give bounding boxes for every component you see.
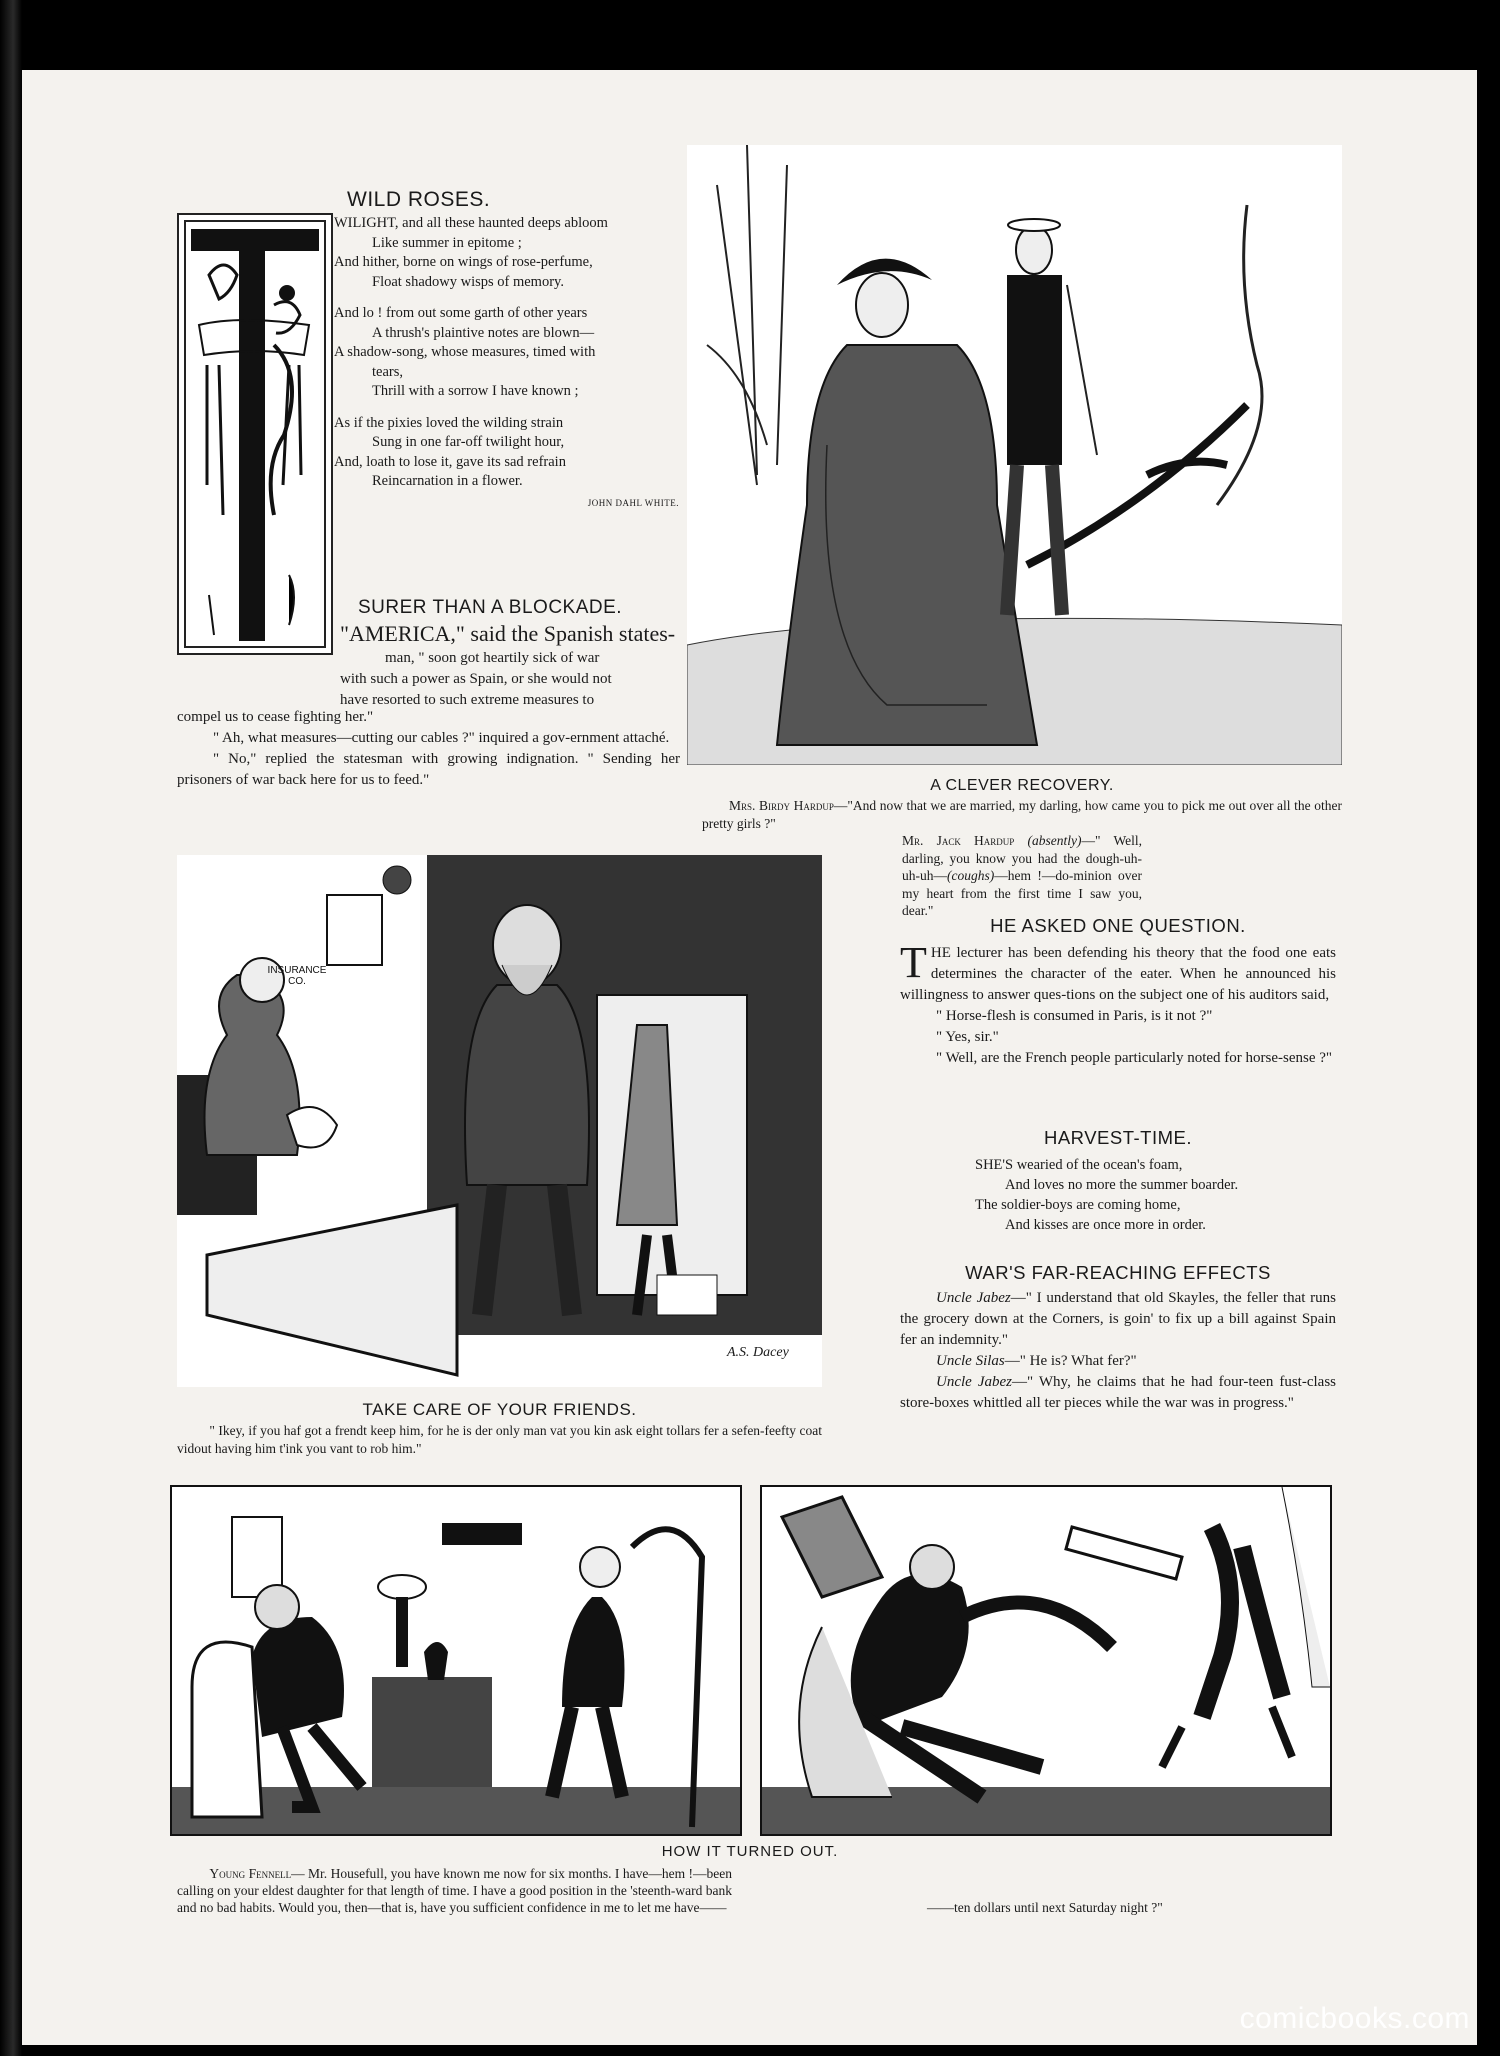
wild-roses-article <box>177 188 677 212</box>
artist-signature: A.S. Dacey <box>727 1345 789 1360</box>
clever-recovery-dialogue-1 <box>702 797 1342 832</box>
dialogue-line: —" Why, he claims that he had four-teen fust-class store-boxes whittled all ter pieces while the war was in progress." <box>900 1374 1337 1411</box>
turned-out-title: HOW IT TURNED OUT. <box>661 1843 839 1860</box>
turned-out-caption <box>170 1843 1330 1860</box>
blockade-body <box>177 707 680 791</box>
friends-illustration <box>177 855 822 1387</box>
speaker-name: Uncle Jabez <box>936 1290 1011 1306</box>
drop-cap: T <box>900 938 927 987</box>
site-watermark: comicbooks.com <box>1239 2002 1470 2035</box>
magazine-page <box>22 70 1477 2045</box>
poem-line: Like summer in epitome ; <box>372 234 522 251</box>
poem-line: A thrush's plaintive notes are blown— <box>372 324 595 341</box>
blockade-line: compel us to cease fighting her." <box>177 709 374 725</box>
poem-line: Thrill with a sorrow I have known ; <box>372 383 579 399</box>
book-spine <box>0 0 22 2056</box>
poem-line: Reincarnation in a flower. <box>372 473 523 489</box>
friends-dialogue: " Ikey, if you haf got a frendt keep him, for he is der only man vat you kin ask eight tollars fer a sefen-feefty coat vidout having him t'ink you vant to rob him." <box>177 1423 822 1456</box>
blockade-title: SURER THAN A BLOCKADE. <box>358 597 623 618</box>
one-question-article <box>900 915 1336 1069</box>
turned-out-dialogue-2: ——ten dollars until next Saturday night ?" <box>927 1900 1163 1915</box>
poem-line: And lo ! from out some garth of other years <box>334 305 588 321</box>
blockade-line: have resorted to such extreme measures to <box>340 692 595 708</box>
poem-line: The soldier-boys are coming home, <box>975 1197 1181 1213</box>
dialogue-line: — Mr. Housefull, you have known me now for six months. I have—hem !—been calling on your eldest daughter for that length of time. I have a good position in the 'steenth-ward bank and no bad habits. Would you, then—that is, have you sufficient confidence in me to let me have—— <box>177 1866 732 1915</box>
wild-roses-title: WILD ROSES. <box>347 188 491 211</box>
war-effects-title: WAR'S FAR-REACHING EFFECTS <box>965 1262 1271 1283</box>
one-question-body <box>900 938 1336 1069</box>
speaker-name: Mr. Jack Hardup <box>902 833 1015 848</box>
poem-line: tears, <box>372 363 403 380</box>
blockade-lead <box>340 623 680 711</box>
one-question-paragraph: " Yes, sir." <box>936 1029 999 1045</box>
turned-out-panel-1 <box>170 1485 742 1836</box>
speaker-name: Uncle Silas <box>936 1353 1005 1369</box>
one-question-paragraph: HE lecturer has been defending his theory that the food one eats determines the character of the eater. When he announced his willingness to answer ques-tions on the subject one of his auditors said, <box>900 945 1336 1003</box>
poem-line: And kisses are once more in order. <box>1005 1217 1206 1233</box>
clever-recovery-illustration <box>687 145 1342 765</box>
poem-line: Float shadowy wisps of memory. <box>372 273 564 290</box>
blockade-paragraph: " Ah, what measures—cutting our cables ?" inquired a gov-ernment attaché. <box>213 730 670 746</box>
decorative-initial-t <box>177 213 333 655</box>
friends-title: TAKE CARE OF YOUR FRIENDS. <box>362 1400 637 1419</box>
poem-line: And hither, borne on wings of rose-perfume, <box>334 254 593 270</box>
blockade-line: man, " soon got heartily sick of war <box>385 650 600 666</box>
poem-line: Sung in one far-off twilight hour, <box>372 434 565 450</box>
blockade-line: with such a power as Spain, or she would not <box>340 671 612 687</box>
turned-out-dialogue-1 <box>177 1865 732 1916</box>
poem-line: A shadow-song, whose measures, timed with <box>334 344 596 360</box>
poem-line: And, loath to lose it, gave its sad refrain <box>334 453 566 470</box>
insurance-sign: INSURANCE CO. <box>267 965 327 987</box>
speaker-name: Mrs. Birdy Hardup <box>729 798 834 813</box>
dialogue-line: —hem !—do-minion over my heart from the first time I saw you, dear." <box>902 868 1142 918</box>
poem-line: As if the pixies loved the wilding strain <box>334 414 564 431</box>
stage-direction: (coughs) <box>947 868 995 883</box>
poem-line: And loves no more the summer boarder. <box>1005 1177 1239 1193</box>
clever-recovery-title: A CLEVER RECOVERY. <box>930 777 1114 794</box>
one-question-paragraph: " Well, are the French people particularly noted for horse-sense ?" <box>936 1050 1333 1066</box>
speaker-name: Young Fennell <box>209 1866 292 1881</box>
one-question-title: HE ASKED ONE QUESTION. <box>990 915 1246 936</box>
war-effects-article <box>900 1262 1336 1414</box>
harvest-time-poem <box>900 1127 1336 1235</box>
dialogue-line: —" He is? What fer?" <box>1004 1353 1137 1369</box>
dialogue-line: —"And now that we are married, my darling, how came you to pick me out over all the other pretty girls ?" <box>702 798 1342 831</box>
one-question-paragraph: " Horse-flesh is consumed in Paris, is it not ?" <box>936 1008 1213 1024</box>
blockade-paragraph: " No," replied the statesman with growing indignation. " Sending her prisoners of war back here for us to feed." <box>177 751 680 788</box>
dialogue-line: —" Well, darling, you know you had the dough-uh-uh-uh— <box>902 833 1142 883</box>
turned-out-panel-2 <box>760 1485 1332 1836</box>
wild-roses-poem <box>334 214 689 513</box>
stage-direction: (absently) <box>1027 833 1082 848</box>
blockade-line: "AMERICA," said the Spanish states- <box>340 621 676 646</box>
poem-line: SHE'S wearied of the ocean's foam, <box>975 1157 1183 1173</box>
poem-author: JOHN DAHL WHITE. <box>587 497 679 508</box>
dialogue-line: —" I understand that old Skayles, the feller that runs the grocery down at the Corners, is goin' to fix up a bill against Spain fer an indemnity." <box>900 1290 1336 1348</box>
speaker-name: Uncle Jabez <box>936 1374 1013 1390</box>
harvest-title: HARVEST-TIME. <box>1043 1127 1192 1148</box>
friends-caption <box>177 1400 822 1457</box>
poem-line: WILIGHT, and all these haunted deeps abloom <box>334 215 608 231</box>
